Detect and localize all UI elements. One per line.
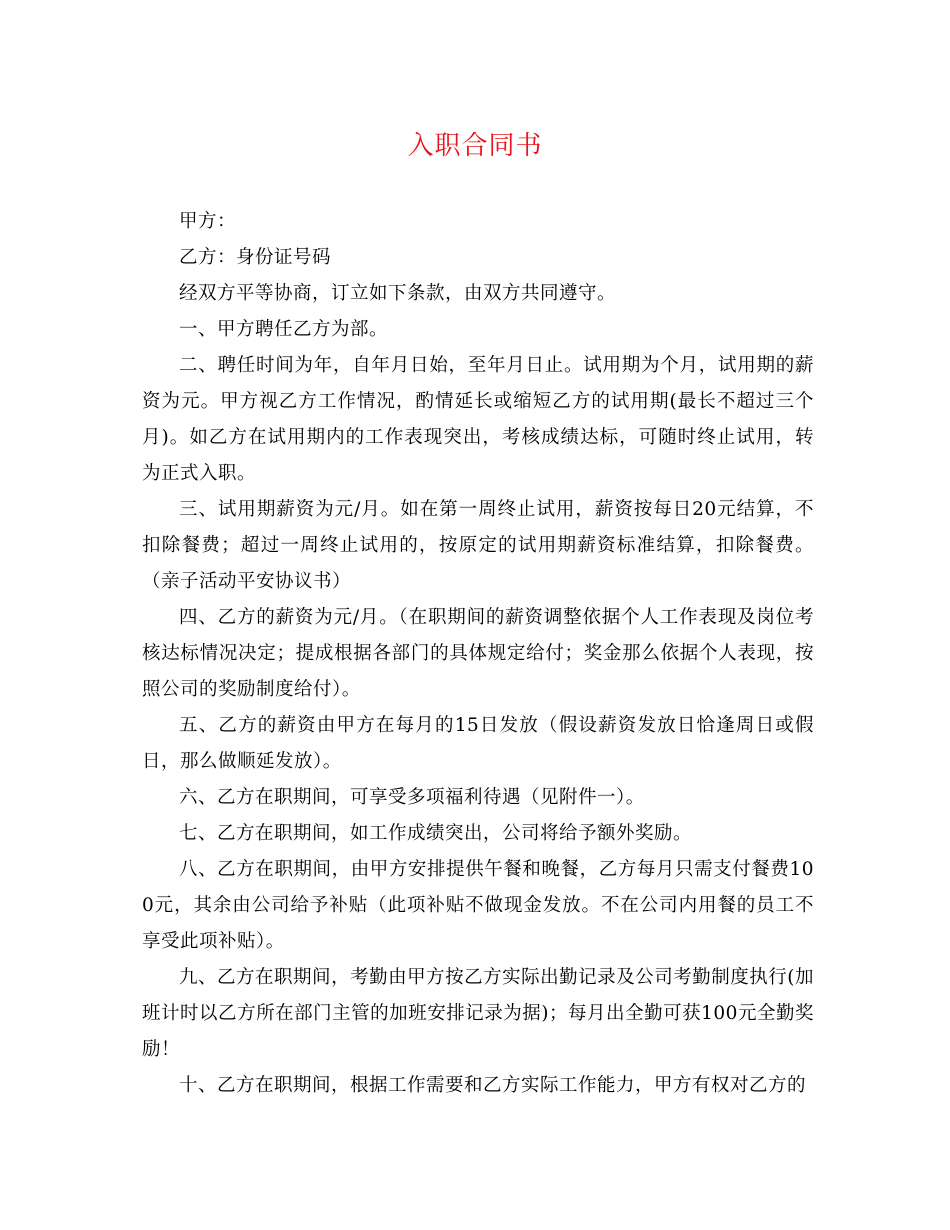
party-a-line: 甲方： (179, 211, 237, 232)
clause-2: 二、聘任时间为年，自年月日始，至年月日止。试用期为个月，试用期的薪资为元。甲方视乙方工作情况，酌情延长或缩短乙方的试用期(最长不超过三个月)。如乙方在试用期内的工作表现突出，考核成绩达标，可随时终止试用，转为正式入职。 (142, 355, 814, 484)
party-b-line: 乙方：身份证号码 (179, 247, 332, 268)
clause-3: 三、试用期薪资为元/月。如在第一周终止试用，薪资按每日20元结算，不扣除餐费；超过一周终止试用的，按原定的试用期薪资标准结算，扣除餐费。（亲子活动平安协议书） (142, 499, 814, 592)
preamble-paragraph: 经双方平等协商，订立如下条款，由双方共同遵守。 (179, 283, 617, 304)
clause-6: 六、乙方在职期间，可享受多项福利待遇（见附件一）。 (179, 787, 645, 808)
clause-4: 四、乙方的薪资为元/月。（在职期间的薪资调整依据个人工作表现及岗位考核达标情况决定；提成根据各部门的具体规定给付；奖金那么依据个人表现，按照公司的奖励制度给付）。 (142, 607, 814, 700)
clause-9: 九、乙方在职期间，考勤由甲方按乙方实际出勤记录及公司考勤制度执行(加班计时以乙方所在部门主管的加班安排记录为据)；每月出全勤可获100元全勤奖励！ (142, 967, 814, 1060)
document-body (142, 204, 814, 1104)
clause-10: 十、乙方在职期间，根据工作需要和乙方实际工作能力，甲方有权对乙方的 (179, 1075, 807, 1096)
clause-1: 一、甲方聘任乙方为部。 (179, 319, 389, 340)
clause-8: 八、乙方在职期间，由甲方安排提供午餐和晚餐，乙方每月只需支付餐费100元，其余由公司给予补贴（此项补贴不做现金发放。不在公司内用餐的员工不享受此项补贴）。 (142, 859, 814, 952)
document-title: 入职合同书 (407, 131, 543, 161)
clause-7: 七、乙方在职期间，如工作成绩突出，公司将给予额外奖励。 (179, 823, 693, 844)
clause-5: 五、乙方的薪资由甲方在每月的15日发放（假设薪资发放日恰逢周日或假日，那么做顺延发放）。 (142, 715, 814, 772)
